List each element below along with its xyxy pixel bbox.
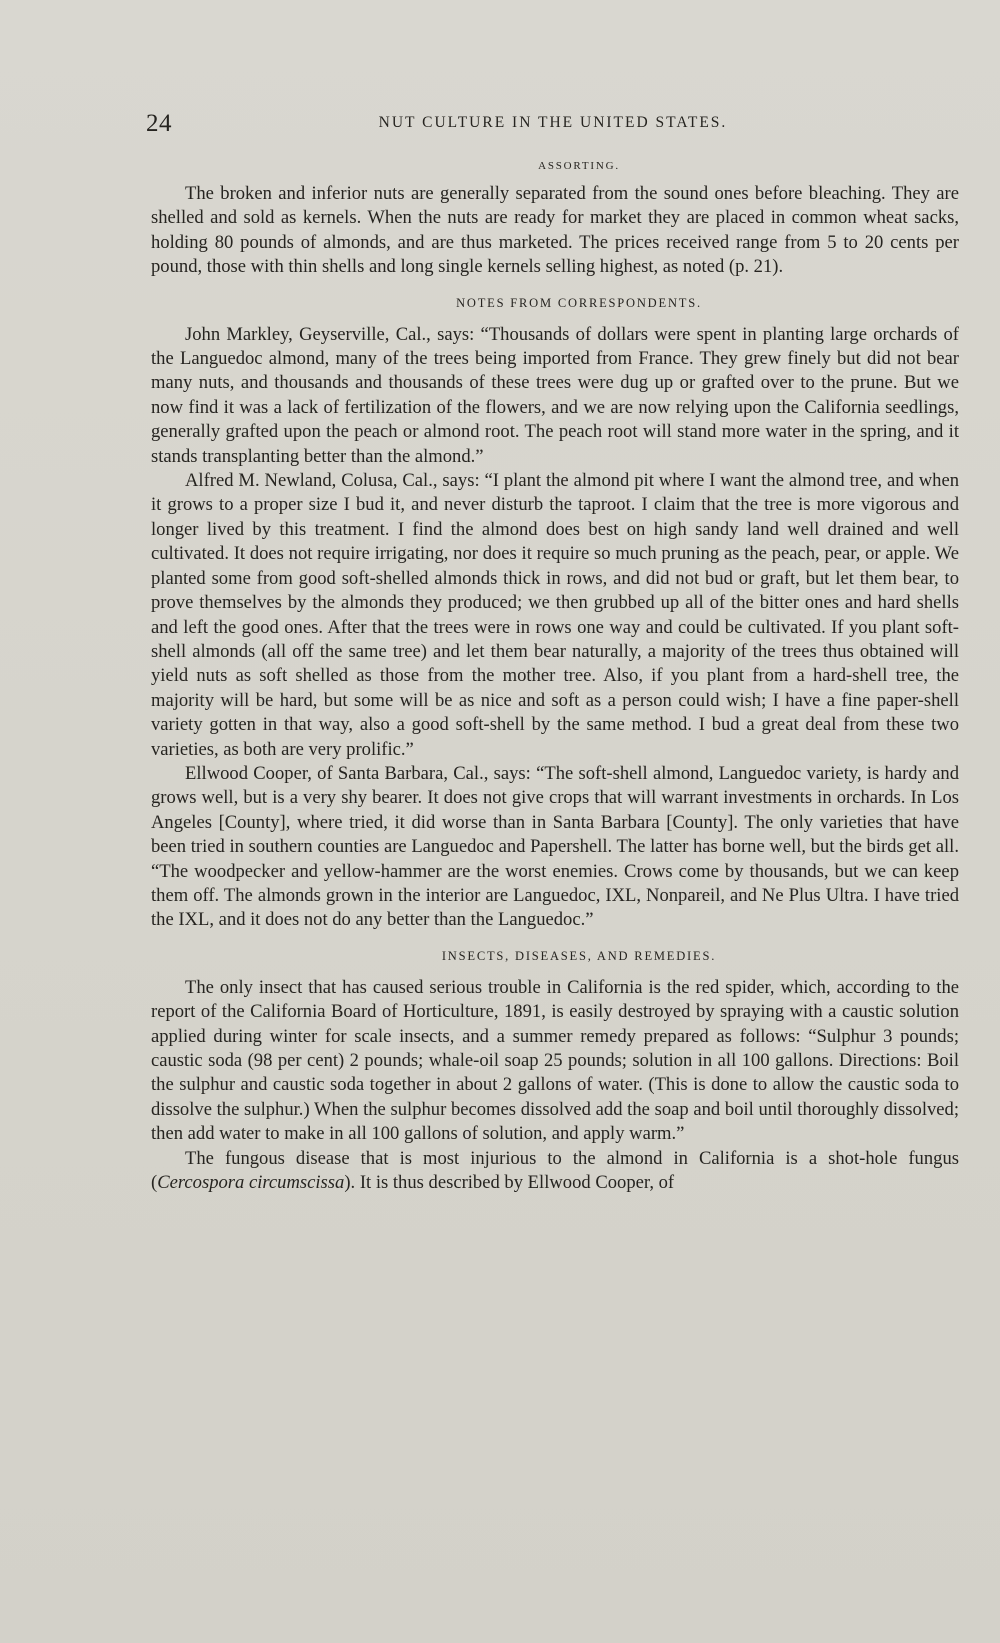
- paragraph-newland: Alfred M. Newland, Colusa, Cal., says: “I plant the almond pit where I want the almond tree, and when it grows to a proper size I bud it, and never disturb the taproot. I claim that the tree is more vigorous and longer lived by this treatment. I find the almond does best on high sandy land well drained and well cultivated. It does not require irrigating, nor does it require so much pruning as the peach, pear, or apple. We planted some from good soft-shelled almonds thick in rows, and did not bud or graft, but let them bear, to prove themselves by the almonds they produced; we then grubbed up all of the bitter ones and hard shells and left the good ones. After that the trees were in rows one way and could be cultivated. If you plant soft-shell almonds (all off the same tree) and let them bear naturally, a majority of the trees thus obtained will yield nuts as soft shelled as those from the mother tree. Also, if you plant from a hard-shell tree, the majority will be hard, but some will be as nice and soft as a person could wish; I have a fine paper-shell variety gotten in that way, also a good soft-shell by the same method. I bud a great deal from these two varieties, as both are very prolific.”: [151, 470, 959, 760]
- paragraph-red-spider: The only insect that has caused serious trouble in California is the red spider, which, according to the report of the California Board of Horticulture, 1891, is easily destroyed by spraying with a caustic solution applied during winter for scale insects, and a summer remedy prepared as follows: “Sulphur 3 pounds; caustic soda (98 per cent) 2 pounds; whale-oil soap 25 pounds; solution in all 100 gallons. Directions: Boil the sulphur and caustic soda together in about 2 gallons of water. (This is done to allow the caustic soda to dissolve the sulphur.) When the sulphur becomes dissolved add the soap and boil until thoroughly dissolved; then add water to make in all 100 gallons of solution, and apply warm.”: [151, 976, 959, 1145]
- section-heading-assorting: ASSORTING.: [538, 160, 620, 172]
- page-header: [146, 108, 960, 148]
- paragraph-fungus: [151, 1147, 959, 1196]
- paragraph-markley: John Markley, Geyserville, Cal., says: “Thousands of dollars were spent in planting large orchards of the Languedoc almond, many of the trees being imported from France. They grew finely but did not bear many nuts, and thousands and thousands of these trees were dug up or grafted over to the prune. But we now find it was a lack of fertilization of the flowers, and we are now relying upon the California seedlings, generally grafted upon the peach or almond root. The peach root will stand more water in the spring, and it stands transplanting better than the almond.”: [151, 323, 959, 467]
- fungus-text-end: ). It is thus described by Ellwood Cooper, of: [344, 1172, 675, 1194]
- paragraph-assorting: The broken and inferior nuts are generally separated from the sound ones before bleaching. They are shelled and sold as kernels. When the nuts are ready for market they are placed in common wheat sacks, holding 80 pounds of almonds, and are thus marketed. The prices received range from 5 to 20 cents per pound, those with thin shells and long single kernels selling highest, as noted (p. 21).: [151, 183, 959, 278]
- page-number: 24: [146, 110, 172, 137]
- paragraph-cooper: Ellwood Cooper, of Santa Barbara, Cal., says: “The soft-shell almond, Languedoc variety, is hardy and grows well, but is a very shy bearer. It does not give crops that will warrant investments in orchards. In Los Angeles [County], where tried, it did worse than in Santa Barbara [County]. The only varieties that have been tried in southern counties are Languedoc and Papershell. The latter has borne well, but the birds get all. “The woodpecker and yellow-hammer are the worst enemies. Crows come by thousands, but we can keep them off. The almonds grown in the interior are Languedoc, IXL, Nonpareil, and Ne Plus Ultra. I have tried the IXL, and it does not do any better than the Languedoc.”: [151, 762, 959, 931]
- species-name: Cercospora circumscissa: [157, 1172, 345, 1194]
- running-title: NUT CULTURE IN THE UNITED STATES.: [378, 114, 728, 131]
- section-heading-insects: INSECTS, DISEASES, AND REMEDIES.: [441, 948, 717, 963]
- section-heading-notes: NOTES FROM CORRESPONDENTS.: [456, 295, 702, 310]
- fungus-text-start: The fungous disease that is most injurious to the almond in California is a shot-hole fungus (: [151, 1147, 959, 1194]
- body-text: [151, 160, 959, 1195]
